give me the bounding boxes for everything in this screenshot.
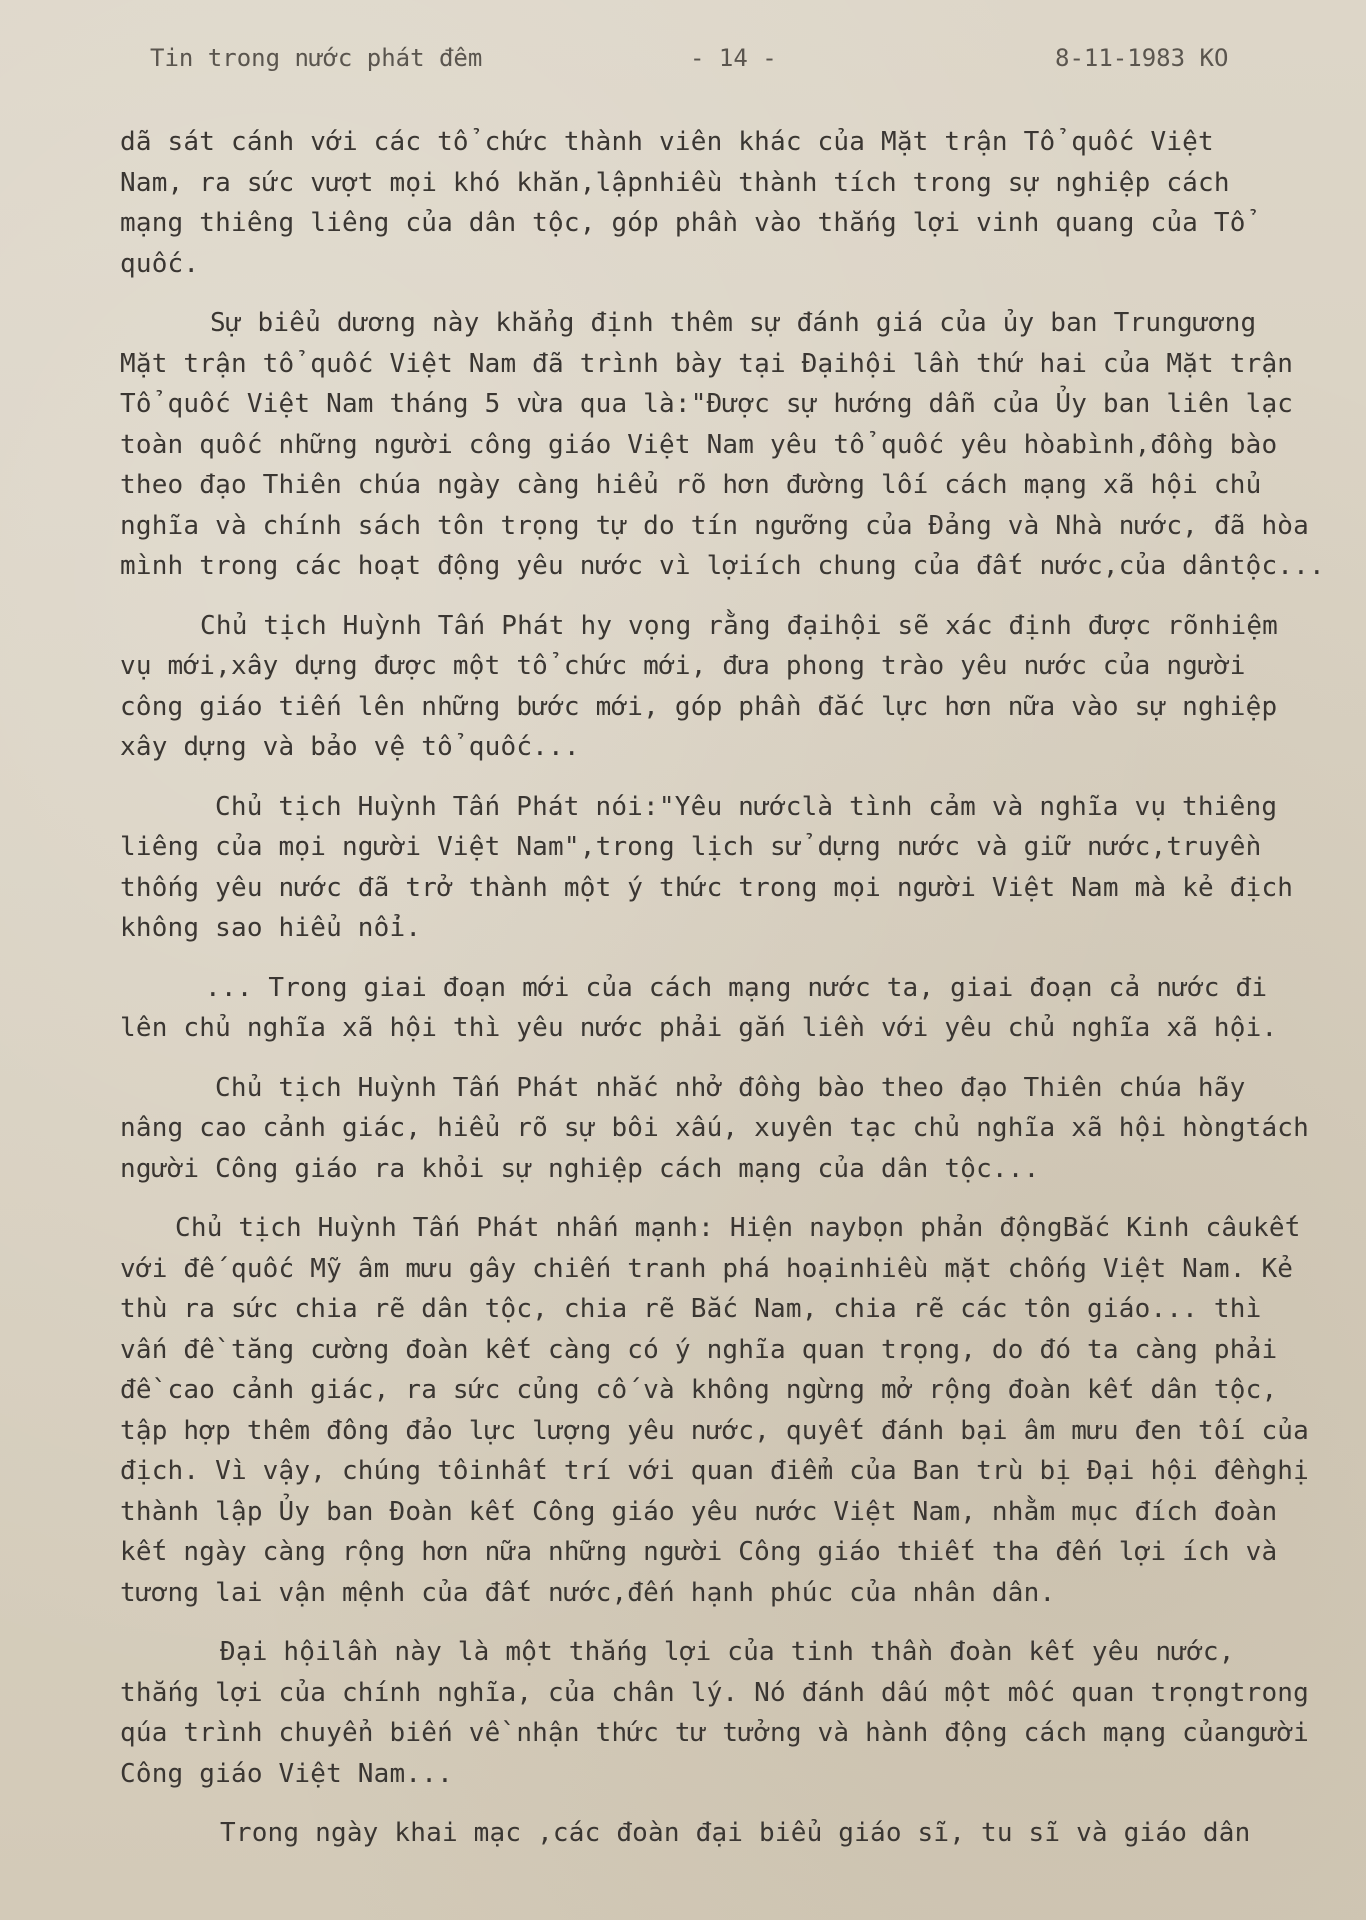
paragraph [120, 1813, 1340, 1854]
text-line: Đại hộilần này là một thắng lợi của tinh thần đoàn kết yêu nước, [220, 1637, 1235, 1667]
text-line: không sao hiểu nổi. [120, 913, 422, 943]
paragraph [120, 122, 1340, 284]
text-line: đề cao cảnh giác, ra sức củng cố và không ngừng mở rộng đoàn kết dân tộc, [120, 1375, 1278, 1405]
page-header [150, 44, 1366, 84]
text-line: theo đạo Thiên chúa ngày càng hiểu rõ hơn đường lối cách mạng xã hội chủ [120, 470, 1262, 500]
text-line: thù ra sức chia rẽ dân tộc, chia rẽ Bắc Nam, chia rẽ các tôn giáo... thì [120, 1294, 1262, 1324]
text-line: Trong ngày khai mạc ,các đoàn đại biểu giáo sĩ, tu sĩ và giáo dân [220, 1818, 1251, 1848]
paragraph [120, 1632, 1340, 1794]
text-line: Chủ tịch Huỳnh Tấn Phát nói:"Yêu nướclà tình cảm và nghĩa vụ thiêng [215, 791, 1278, 822]
text-line: người Công giáo ra khỏi sự nghiệp cách mạng của dân tộc... [120, 1153, 1040, 1184]
paragraph [120, 303, 1340, 587]
text-line: xây dựng và bảo vệ tổ quốc... [120, 732, 580, 762]
text-line: ... Trong giai đoạn mới của cách mạng nước ta, giai đoạn cả nước đi [205, 972, 1268, 1003]
paragraph [120, 968, 1340, 1049]
text-line: thống yêu nước đã trở thành một ý thức trong mọi người Việt Nam mà kẻ địch [120, 872, 1294, 903]
text-line: Chủ tịch Huỳnh Tấn Phát hy vọng rằng đạihội sẽ xác định được rõnhiệm [200, 610, 1279, 641]
text-line: công giáo tiến lên những bước mới, góp phần đắc lực hơn nữa vào sự nghiệp [120, 691, 1278, 722]
text-line: mạng thiêng liêng của dân tộc, góp phần vào thắng lợi vinh quang của Tổ [120, 208, 1246, 238]
text-line: mình trong các hoạt động yêu nước vì lợiích chung của đất nước,của dântộc... [120, 551, 1325, 581]
text-line: vấn đề tăng cường đoàn kết càng có ý nghĩa quan trọng, do đó ta càng phải [120, 1334, 1278, 1365]
text-line: địch. Vì vậy, chúng tôinhất trí với quan điểm của Ban trù bị Đại hội đềnghị [120, 1456, 1309, 1486]
text-line: liêng của mọi người Việt Nam",trong lịch sử dựng nước và giữ nước,truyền [120, 832, 1262, 862]
header-date-code: 8-11-1983 KO [1055, 44, 1229, 72]
text-line: quốc. [120, 248, 200, 279]
text-line: lên chủ nghĩa xã hội thì yêu nước phải gắn liền với yêu chủ nghĩa xã hội. [120, 1013, 1278, 1043]
paragraph [120, 1068, 1340, 1190]
paragraph [120, 787, 1340, 949]
document-body [120, 122, 1340, 1873]
text-line: dã sát cánh với các tổ chức thành viên khác của Mặt trận Tổ quốc Việt [120, 127, 1214, 157]
text-line: kết ngày càng rộng hơn nữa những người Công giáo thiết tha đến lợi ích và [120, 1537, 1278, 1567]
text-line: qúa trình chuyển biến về nhận thức tư tưởng và hành động cách mạng củangười [120, 1718, 1309, 1748]
text-line: Chủ tịch Huỳnh Tấn Phát nhấn mạnh: Hiện naybọn phản độngBắc Kinh câukết [175, 1213, 1301, 1243]
paragraph [120, 606, 1340, 768]
text-line: toàn quốc những người công giáo Việt Nam yêu tổ quốc yêu hòabình,đồng bào [120, 429, 1278, 460]
header-bulletin-title: Tin trong nước phát đêm [150, 44, 483, 72]
text-line: Mặt trận tổ quốc Việt Nam đã trình bày tại Đạihội lần thứ hai của Mặt trận [120, 348, 1294, 379]
text-line: Tổ quốc Việt Nam tháng 5 vừa qua là:"Được sự hướng dẫn của Ủy ban liên lạc [120, 389, 1294, 419]
text-line: nghĩa và chính sách tôn trọng tự do tín ngưỡng của Đảng và Nhà nước, đã hòa [120, 510, 1309, 541]
text-line: Chủ tịch Huỳnh Tấn Phát nhắc nhở đồng bào theo đạo Thiên chúa hãy [215, 1072, 1246, 1103]
text-line: vụ mới,xây dựng được một tổ chức mới, đưa phong trào yêu nước của người [120, 651, 1246, 681]
text-line: thành lập Ủy ban Đoàn kết Công giáo yêu nước Việt Nam, nhằm mục đích đoàn [120, 1496, 1278, 1527]
header-page-number: - 14 - [690, 44, 777, 72]
text-line: thắng lợi của chính nghĩa, của chân lý. Nó đánh dấu một mốc quan trọngtrong [120, 1677, 1309, 1708]
text-line: tương lai vận mệnh của đất nước,đến hạnh phúc của nhân dân. [120, 1577, 1056, 1608]
text-line: Sự biểu dương này khẳng định thêm sự đánh giá của ủy ban Trungương [210, 308, 1257, 338]
text-line: Nam, ra sức vượt mọi khó khăn,lậpnhiều thành tích trong sự nghiệp cách [120, 167, 1230, 198]
text-line: với đế quốc Mỹ âm mưu gây chiến tranh phá hoạinhiều mặt chống Việt Nam. Kẻ [120, 1253, 1294, 1284]
text-line: tập hợp thêm đông đảo lực lượng yêu nước, quyết đánh bại âm mưu đen tối của [120, 1415, 1309, 1446]
text-line: Công giáo Việt Nam... [120, 1758, 453, 1789]
paragraph [120, 1208, 1340, 1613]
text-line: nâng cao cảnh giác, hiểu rõ sự bôi xấu, xuyên tạc chủ nghĩa xã hội hòngtách [120, 1113, 1309, 1143]
